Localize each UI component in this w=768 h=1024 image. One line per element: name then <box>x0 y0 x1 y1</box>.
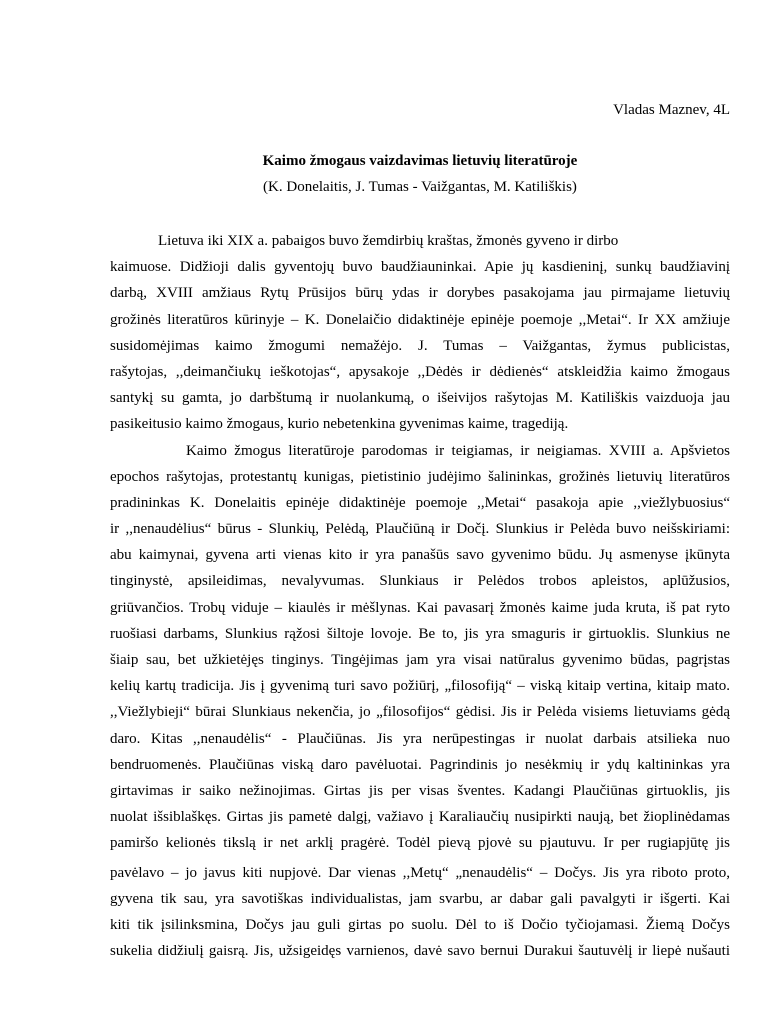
document-title: Kaimo žmogaus vaizdavimas lietuvių literatūroje <box>262 153 578 169</box>
text-line: griūvančios. Trobų viduje – kiaulės ir mėšlynas. Kai pavasarį žmonės kaime juda kruta, iš pat ryto <box>110 599 730 616</box>
text-line: grožinės literatūros kūrinyje – K. Donelaičio didaktinėje epinėje poemoje ,,Metai“. Ir XX amžiuje <box>110 311 730 328</box>
text-line: sukelia didžiulį gaisrą. Jis, užsigeidęs varnienos, davė savo bernui Durakui šautuvėlį ir liepė nušauti <box>110 943 730 960</box>
text-line: ir ,,nenaudėlius“ būrus - Slunkių, Pelėdą, Plaučiūną ir Dočį. Slunkius ir Pelėda buvo neišskiriami: <box>110 521 730 538</box>
text-line: santykį su gamta, jo darbštumą ir nuolankumą, o išeivijos rašytojas M. Katiliškis vaizduoja jau <box>110 390 730 407</box>
text-line: nuolat išsiblaškęs. Girtas jis pametė dalgį, važiavo į Karaliaučių nusipirkti naują, bet žioplinėdamas <box>110 809 730 826</box>
document-body <box>110 228 730 964</box>
text-line: ruošiasi darbams, Slunkius rąžosi šiltoje lovoje. Be to, jis yra smaguris ir girtuoklis. Slunkius ne <box>110 625 730 642</box>
text-line: epochos rašytojas, protestantų kunigas, pietistinio judėjimo šalininkas, grožinės lietuvių literatūros <box>110 468 730 485</box>
text-line: ,,Viežlybieji“ būrai Slunkiaus nekenčia, jo „filosofijos“ gėdisi. Jis ir Pelėda visiems lietuviams gėdą <box>110 704 730 721</box>
text-line: tinginystė, apsileidimas, nevalyvumas. Slunkiaus ir Pelėdos trobos apleistos, aplūžusios, <box>110 573 730 590</box>
text-line: Kaimo žmogus literatūroje parodomas ir teigiamas, ir neigiamas. XVIII a. Apšvietos <box>186 442 730 459</box>
text-line: pasikeitusio kaimo žmogaus, kurio nebetenkina gyvenimas kaime, tragediją. <box>110 416 569 433</box>
text-line: pavėlavo – jo javus kiti nupjovė. Dar vienas ,,Metų“ „nenaudėlis“ – Dočys. Jis yra riboto proto, <box>110 864 730 881</box>
text-line: pamiršo kelionės tikslą ir net arklį pragėrė. Todėl pievą pjovė su pjautuvu. Ir per rugiapjūtę jis <box>110 835 730 852</box>
text-line: girtavimas ir saiko nežinojimas. Girtas jis per visas šventes. Kadangi Plaučiūnas girtuoklis, jis <box>110 782 730 799</box>
document-subtitle: (K. Donelaitis, J. Tumas - Vaižgantas, M. Katiliškis) <box>263 179 577 195</box>
text-line: kelių kartų tradicija. Jis į gyvenimą turi savo požiūrį, „filosofiją“ – viską kitaip vertina, kitaip mato. <box>110 678 730 695</box>
text-line: abu kaimynai, gyvena arti vienas kito ir yra panašūs savo gyvenimo būdu. Jų asmenyse įkūnyta <box>110 547 730 564</box>
text-line: rašytojas, ,,deimančiukų ieškotojas“, apysakoje ,,Dėdės ir dėdienės“ atskleidžia kaimo žmogaus <box>110 363 730 380</box>
text-line: Lietuva iki XIX a. pabaigos buvo žemdirbių kraštas, žmonės gyveno ir dirbo <box>158 233 619 249</box>
text-line: gyvena tik sau, yra savotiškas individualistas, jam svarbu, ar dabar gali pavalgyti ir išgerti. Kai <box>110 890 730 907</box>
text-line: šiaip sau, bet užkietėjęs tinginys. Tingėjimas jam yra visai natūralus gyvenimo būdas, pagrįstas <box>110 652 730 668</box>
text-line: pradininkas K. Donelaitis epinėje didaktinėje poemoje ,,Metai“ pasakoja apie ,,viežlybuosius“ <box>110 494 730 511</box>
author-line: Vladas Maznev, 4L <box>613 102 730 118</box>
text-line: susidomėjimas kaimo žmogumi nemažėjo. J. Tumas – Vaižgantas, žymus publicistas, <box>110 337 730 354</box>
text-line: bendruomenės. Plaučiūnas viską daro pavėluotai. Pagrindinis jo nesėkmių ir ydų kaltininkas yra <box>110 756 730 773</box>
text-line: daro. Kitas ,,nenaudėlis“ - Plaučiūnas. Jis yra nerūpestingas ir nuolat darbais atsilieka nuo <box>110 730 730 747</box>
text-line: kiti tik įsilinksmina, Dočys jau guli girtas po suolu. Dėl to iš Dočio tyčiojamasi. Žiemą Dočys <box>110 916 730 933</box>
text-line: kaimuose. Didžioji dalis gyventojų buvo baudžiauninkai. Apie jų kasdieninį, sunkų baudžiavinį <box>110 259 730 276</box>
text-line: darbą, XVIII amžiaus Rytų Prūsijos būrų ydas ir dorybes pasakojama jau pirmajame lietuvių <box>110 285 730 302</box>
